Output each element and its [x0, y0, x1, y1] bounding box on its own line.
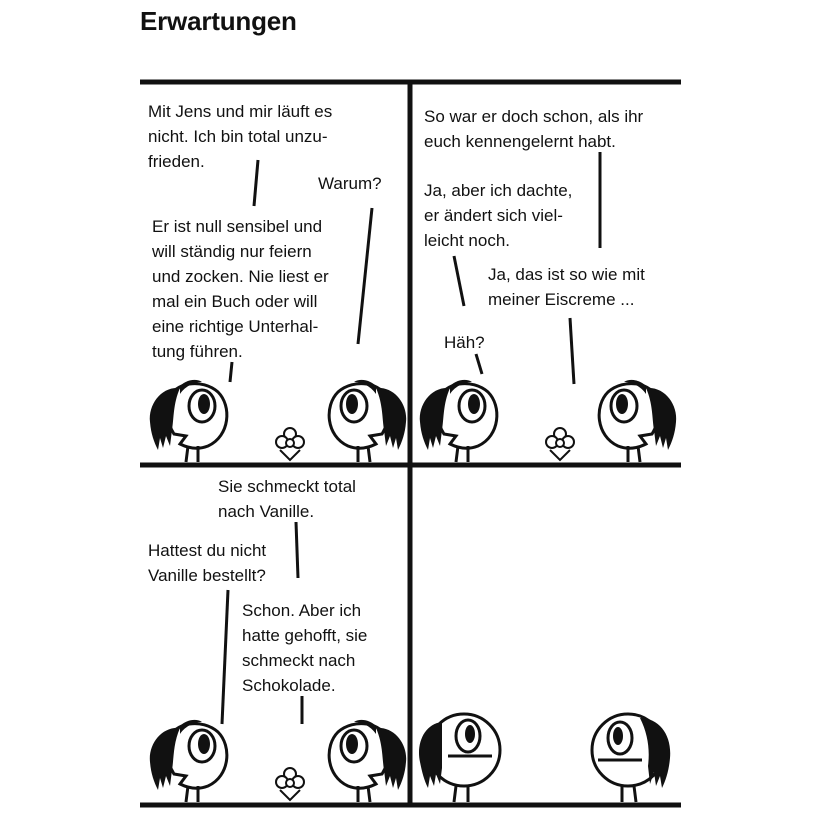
speech-bubble: Mit Jens und mir läuft es nicht. Ich bin total unzu- frieden.: [148, 102, 333, 171]
panel-3-characters: [150, 720, 406, 802]
character-right: [599, 380, 676, 462]
speech-bubble: Er ist null sensibel und will ständig nur feiern und zocken. Nie liest er mal ein Buch oder will eine richtige Unterhal- tung führen.: [152, 217, 329, 361]
speech-bubble: Schon. Aber ich hatte gehofft, sie schmeckt nach Schokolade.: [242, 601, 368, 695]
comic-title: Erwartungen: [140, 6, 297, 36]
speech-bubble: Warum?: [318, 174, 382, 193]
flower-icon: [276, 768, 304, 800]
speech-bubble: Häh?: [444, 333, 485, 352]
panel-2-characters: [420, 380, 676, 462]
character-left: [150, 720, 227, 802]
panel-1-characters: [150, 380, 406, 462]
flower-icon: [276, 428, 304, 460]
speech-bubble: Ja, das ist so wie mit meiner Eiscreme ...: [488, 265, 645, 309]
speech-bubble: So war er doch schon, als ihr euch kennengelernt habt.: [424, 107, 644, 151]
character-left: [420, 380, 497, 462]
character-left: [419, 714, 500, 802]
character-right: [592, 714, 670, 802]
speech-bubble: Sie schmeckt total nach Vanille.: [218, 477, 356, 521]
character-right: [329, 720, 406, 802]
speech-bubble: Hattest du nicht Vanille bestellt?: [148, 541, 267, 585]
speech-bubble: Ja, aber ich dachte, er ändert sich viel- leicht noch.: [424, 181, 573, 250]
flower-icon: [546, 428, 574, 460]
character-left: [150, 380, 227, 462]
character-right: [329, 380, 406, 462]
panel-4-characters: [419, 714, 670, 802]
